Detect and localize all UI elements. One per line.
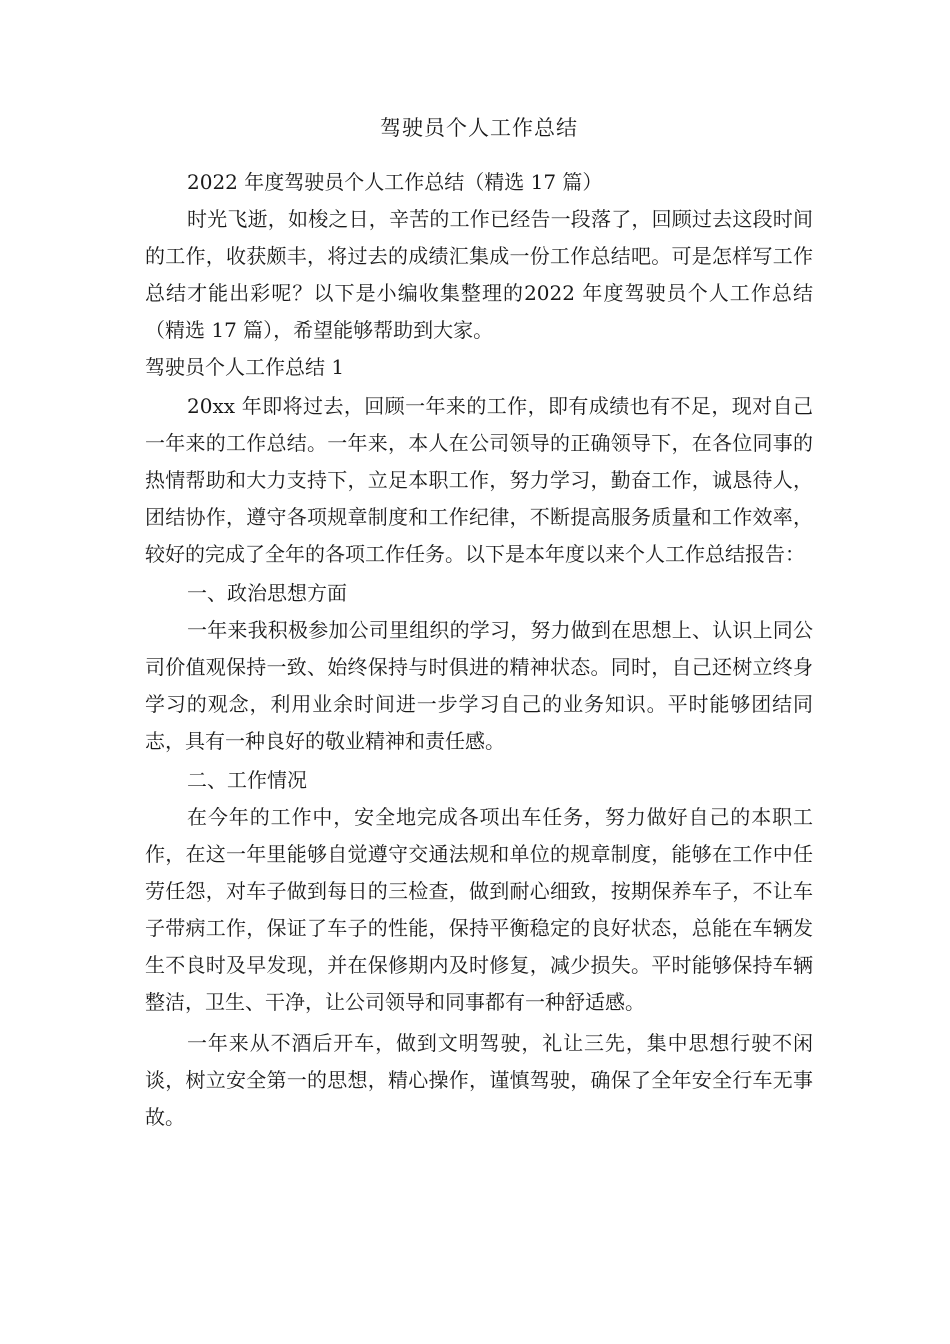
intro-paragraph: 时光飞逝，如梭之日，辛苦的工作已经告一段落了，回顾过去这段时间的工作，收获颇丰，将过去的成绩汇集成一份工作总结吧。可是怎样写工作总结才能出彩呢？以下是小编收集整理的2022 年度驾驶员个人工作总结（精选 17 篇），希望能够帮助到大家。 [145, 207, 813, 342]
heading-politics: 一、政治思想方面 [187, 581, 347, 605]
section-title: 驾驶员个人工作总结 1 [145, 355, 345, 379]
document-body [145, 108, 813, 1136]
summary-paragraph: 20xx 年即将过去，回顾一年来的工作，即有成绩也有不足，现对自己一年来的工作总结。一年来，本人在公司领导的正确领导下，在各位同事的热情帮助和大力支持下，立足本职工作，努力学习，勤奋工作，诚恳待人，团结协作，遵守各项规章制度和工作纪律，不断提高服务质量和工作效率，较好的完成了全年的各项工作任务。以下是本年度以来个人工作总结报告： [145, 394, 813, 566]
paragraph-work-2: 一年来从不酒后开车，做到文明驾驶，礼让三先，集中思想行驶不闲谈，树立安全第一的思想，精心操作，谨慎驾驶，确保了全年安全行车无事故。 [145, 1031, 813, 1129]
paragraph-work-1: 在今年的工作中，安全地完成各项出车任务，努力做好自己的本职工作，在这一年里能够自觉遵守交通法规和单位的规章制度，能够在工作中任劳任怨，对车子做到每日的三检查，做到耐心细致，按期保养车子，不让车子带病工作，保证了车子的性能，保持平衡稳定的良好状态，总能在车辆发生不良时及早发现，并在保修期内及时修复，减少损失。平时能够保持车辆整洁，卫生、干净，让公司领导和同事都有一种舒适感。 [145, 805, 813, 1014]
intro-heading: 2022 年度驾驶员个人工作总结（精选 17 篇） [187, 170, 603, 194]
document-title: 驾驶员个人工作总结 [380, 116, 578, 140]
paragraph-politics: 一年来我积极参加公司里组织的学习，努力做到在思想上、认识上同公司价值观保持一致、始终保持与时俱进的精神状态。同时，自己还树立终身学习的观念，利用业余时间进一步学习自己的业务知识。平时能够团结同志，具有一种良好的敬业精神和责任感。 [145, 618, 813, 753]
heading-work: 二、工作情况 [187, 768, 307, 792]
